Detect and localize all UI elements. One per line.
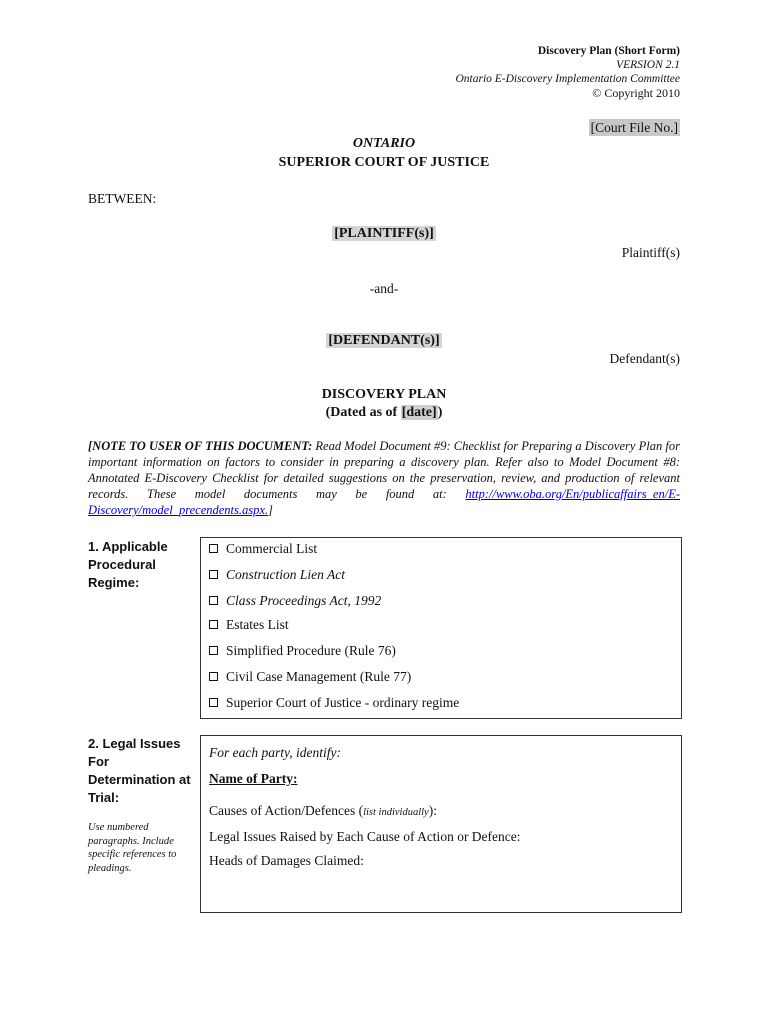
option-construction-lien-act[interactable] bbox=[209, 566, 345, 583]
form-title: Discovery Plan (Short Form) bbox=[537, 45, 680, 57]
copyright-label: © Copyright 2010 bbox=[592, 86, 680, 100]
court-heading: SUPERIOR COURT OF JUSTICE bbox=[278, 155, 490, 170]
checkbox-icon[interactable] bbox=[209, 570, 218, 579]
defendant-field[interactable]: [DEFENDANT(s)] bbox=[328, 333, 440, 348]
plaintiff-field[interactable]: [PLAINTIFF(s)] bbox=[334, 226, 434, 241]
and-separator: -and- bbox=[369, 281, 399, 296]
checkbox-icon[interactable] bbox=[209, 672, 218, 681]
damages-line: Heads of Damages Claimed: bbox=[209, 853, 364, 868]
procedural-regime-box bbox=[200, 537, 682, 719]
legal-issues-intro: For each party, identify: bbox=[209, 745, 341, 760]
option-ordinary-regime[interactable] bbox=[209, 694, 459, 711]
checkbox-icon[interactable] bbox=[209, 620, 218, 629]
section1-label: 1. Applicable Procedural Regime: bbox=[88, 539, 168, 590]
between-label: BETWEEN: bbox=[88, 191, 157, 206]
causes-prefix: Causes of Action/Defences ( bbox=[209, 803, 364, 818]
option-simplified-procedure[interactable] bbox=[209, 642, 396, 659]
date-field[interactable]: [date] bbox=[401, 405, 437, 420]
user-note bbox=[88, 438, 680, 518]
option-label: Estates List bbox=[226, 617, 289, 632]
court-file-number-field[interactable]: [Court File No.] bbox=[590, 120, 678, 135]
section2-hint: Use numbered paragraphs. Include specific references to pleadings. bbox=[88, 822, 177, 874]
document-title: DISCOVERY PLAN bbox=[321, 387, 447, 402]
option-label: Superior Court of Justice - ordinary regime bbox=[226, 695, 460, 710]
defendant-role-label: Defendant(s) bbox=[609, 351, 680, 366]
checkbox-icon[interactable] bbox=[209, 544, 218, 553]
option-label: Commercial List bbox=[226, 541, 318, 556]
dated-prefix: (Dated as of bbox=[325, 405, 401, 420]
option-estates-list[interactable] bbox=[209, 616, 289, 633]
defendant-placeholder bbox=[0, 333, 768, 349]
option-class-proceedings-act[interactable] bbox=[209, 592, 381, 609]
note-close: ] bbox=[268, 503, 273, 517]
province-heading: ONTARIO bbox=[352, 136, 416, 151]
causes-of-action-line bbox=[209, 802, 437, 821]
model-documents-link[interactable]: http://www.oba.org/En/publicaffairs_en/E-Discovery/model_precendents.aspx. bbox=[88, 487, 680, 517]
checkbox-icon[interactable] bbox=[209, 596, 218, 605]
checkbox-icon[interactable] bbox=[209, 646, 218, 655]
option-civil-case-management[interactable] bbox=[209, 668, 411, 685]
causes-note: list individually bbox=[363, 807, 429, 818]
option-label: Civil Case Management (Rule 77) bbox=[226, 669, 412, 684]
note-lead: [NOTE TO USER OF THIS DOCUMENT: bbox=[88, 439, 313, 453]
plaintiff-placeholder bbox=[0, 226, 768, 242]
note-body: Read Model Document #9: Checklist for Preparing a Discovery Plan for important information on factors to consider in preparing a discovery plan. Refer also to Model Document #8: Annotated E-Discovery Checklist for detailed suggestions on the preservation, review, and production of relevant records. These model documents may be found at: bbox=[88, 439, 680, 501]
version-label: VERSION 2.1 bbox=[616, 59, 680, 71]
document-header bbox=[455, 44, 680, 100]
dated-suffix: ) bbox=[437, 405, 443, 420]
option-label: Construction Lien Act bbox=[226, 567, 346, 582]
party-name-heading: Name of Party: bbox=[209, 771, 298, 786]
causes-suffix: ): bbox=[428, 803, 437, 818]
section2-label: 2. Legal Issues For Determination at Trial: bbox=[88, 736, 191, 805]
option-commercial-list[interactable] bbox=[209, 540, 317, 557]
legal-issues-line: Legal Issues Raised by Each Cause of Action or Defence: bbox=[209, 829, 521, 844]
option-label: Simplified Procedure (Rule 76) bbox=[226, 643, 396, 658]
option-label: Class Proceedings Act, 1992 bbox=[226, 593, 382, 608]
committee-label: Ontario E-Discovery Implementation Committee bbox=[455, 73, 680, 85]
checkbox-icon[interactable] bbox=[209, 698, 218, 707]
legal-issues-box[interactable] bbox=[200, 735, 682, 913]
dated-line bbox=[0, 405, 768, 421]
plaintiff-role-label: Plaintiff(s) bbox=[621, 245, 680, 260]
